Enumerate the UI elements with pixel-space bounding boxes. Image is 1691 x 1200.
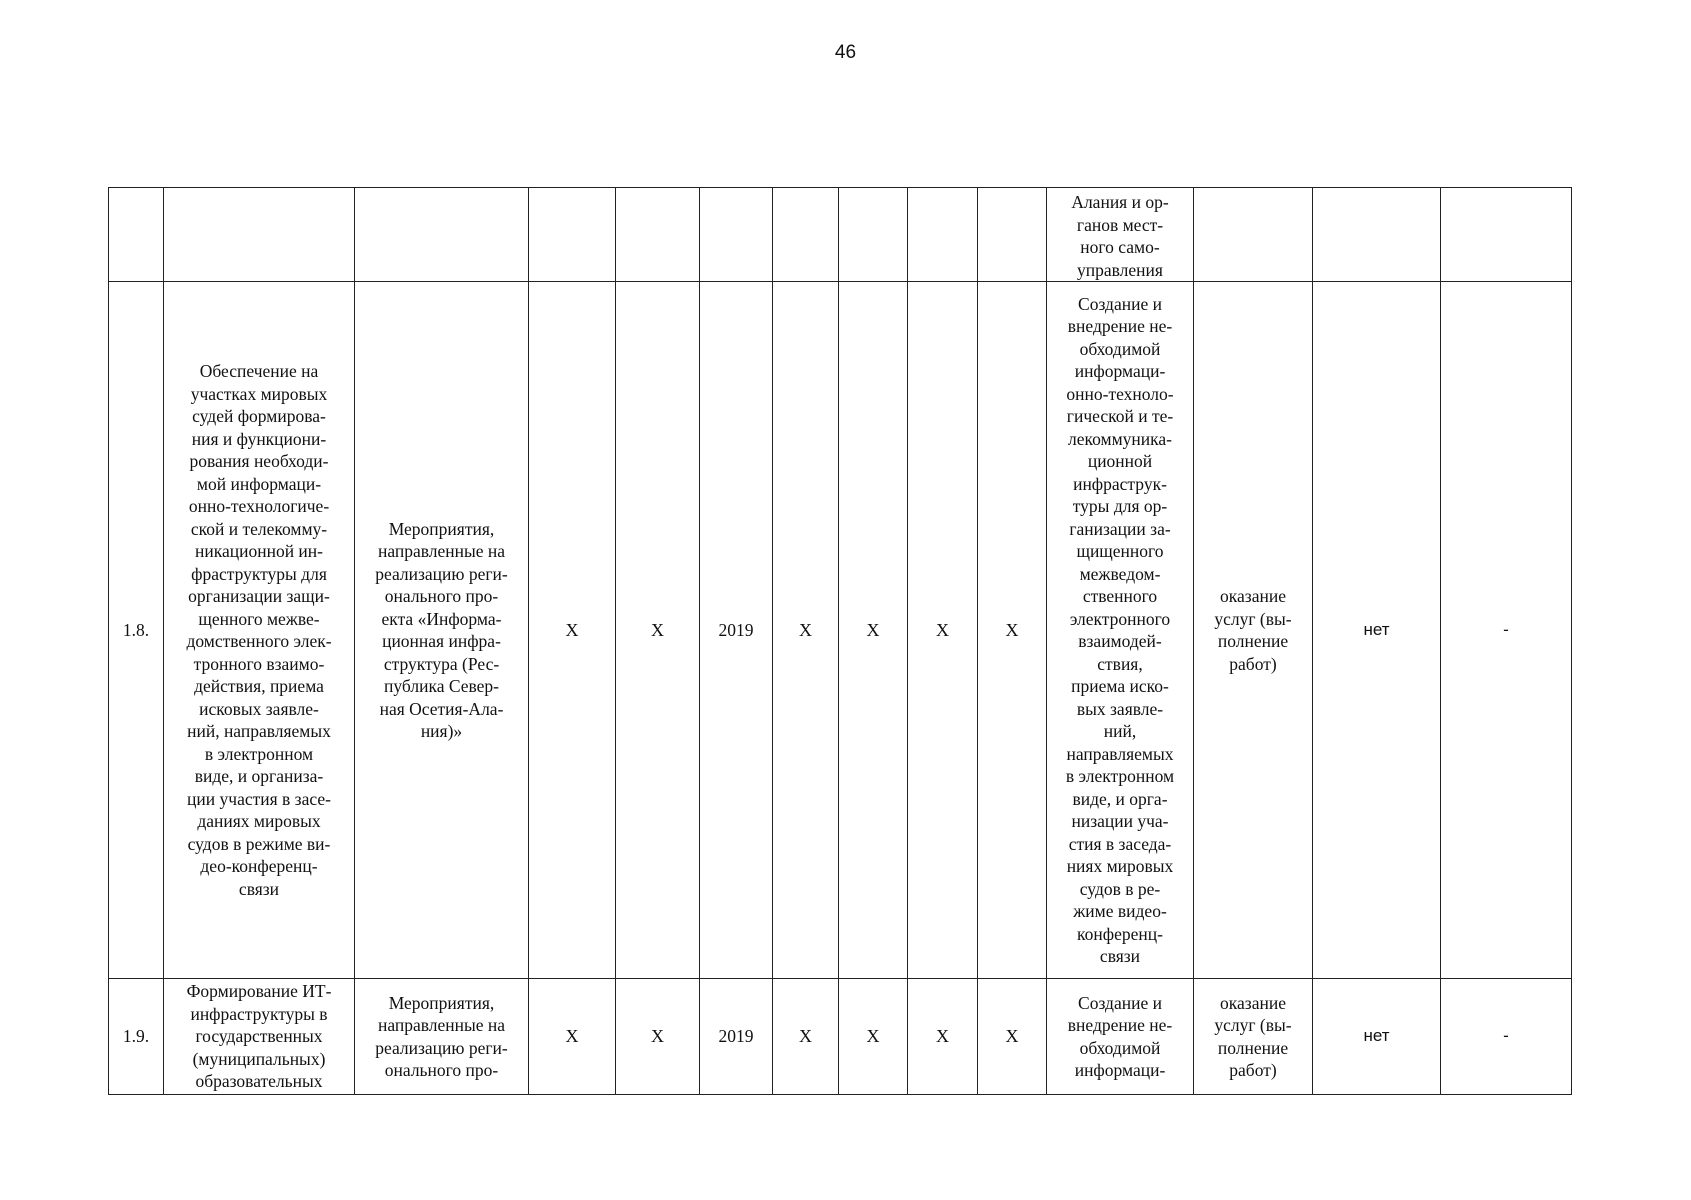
row-number-cell: 1.9. [109, 979, 164, 1095]
mark-cell: X [773, 979, 839, 1095]
flag-cell: нет [1313, 282, 1441, 979]
year-cell: 2019 [700, 979, 773, 1095]
year-cell [700, 188, 773, 282]
mark-cell: X [529, 282, 616, 979]
mark-cell [529, 188, 616, 282]
note-cell: - [1441, 282, 1572, 979]
mark-cell: X [529, 979, 616, 1095]
mark-cell [616, 188, 700, 282]
mark-cell: X [908, 979, 978, 1095]
year-cell: 2019 [700, 282, 773, 979]
table-row [109, 282, 1572, 979]
mark-cell: X [616, 979, 700, 1095]
event-name-cell: Формирование ИТ- инфраструктуры в государственных (муниципальных) образовательных [164, 979, 355, 1095]
mark-cell: X [839, 282, 908, 979]
activity-type-cell [1194, 188, 1313, 282]
page-number: 46 [834, 42, 857, 63]
event-name-cell [164, 188, 355, 282]
note-cell [1441, 188, 1572, 282]
note-cell: - [1441, 979, 1572, 1095]
mark-cell: X [978, 282, 1047, 979]
flag-cell: нет [1313, 979, 1441, 1095]
activity-type-cell: оказание услуг (вы- полнение работ) [1194, 979, 1313, 1095]
measures-cell: Мероприятия, направленные на реализацию реги- онального про- [355, 979, 529, 1095]
measures-cell: Мероприятия, направленные на реализацию реги- онального про- екта «Информа- ционная инфра- структура (Рес- публика Север- ная Осетия-Ала- ния)» [355, 282, 529, 979]
result-cell: Алания и ор- ганов мест- ного само- управления [1047, 188, 1194, 282]
row-number-cell: 1.8. [109, 282, 164, 979]
flag-cell [1313, 188, 1441, 282]
mark-cell [839, 188, 908, 282]
result-cell: Создание и внедрение не- обходимой информаци- [1047, 979, 1194, 1095]
row-number-cell [109, 188, 164, 282]
mark-cell [773, 188, 839, 282]
mark-cell: X [773, 282, 839, 979]
mark-cell: X [616, 282, 700, 979]
table-row [109, 188, 1572, 282]
mark-cell: X [978, 979, 1047, 1095]
mark-cell [978, 188, 1047, 282]
activity-type-cell: оказание услуг (вы- полнение работ) [1194, 282, 1313, 979]
mark-cell: X [908, 282, 978, 979]
mark-cell: X [839, 979, 908, 1095]
mark-cell [908, 188, 978, 282]
event-name-cell: Обеспечение на участках мировых судей формирова- ния и функциони- рования необходи- мой информаци- онно-технологиче- ской и телекомму- никационной ин- фраструктуры для организации защи- щенного межве- домственного элек- тронного взаимо- действия, приема исковых заявле- ний, направляемых в электронном виде, и организа- ции участия в засе- даниях мировых судов в режиме ви- део-конференц- связи [164, 282, 355, 979]
result-cell: Создание и внедрение не- обходимой информаци- онно-техноло- гической и те- лекоммуника- ционной инфраструк- туры для ор- ганизации за- щищенного межведом- ственного электронного взаимодей- ствия, приема иско- вых заявле- ний, направляемых в электронном виде, и орга- низации уча- стия в заседа- ниях мировых судов в ре- жиме видео- конференц- связи [1047, 282, 1194, 979]
document-table [108, 187, 1572, 1095]
measures-cell [355, 188, 529, 282]
table-row [109, 979, 1572, 1095]
